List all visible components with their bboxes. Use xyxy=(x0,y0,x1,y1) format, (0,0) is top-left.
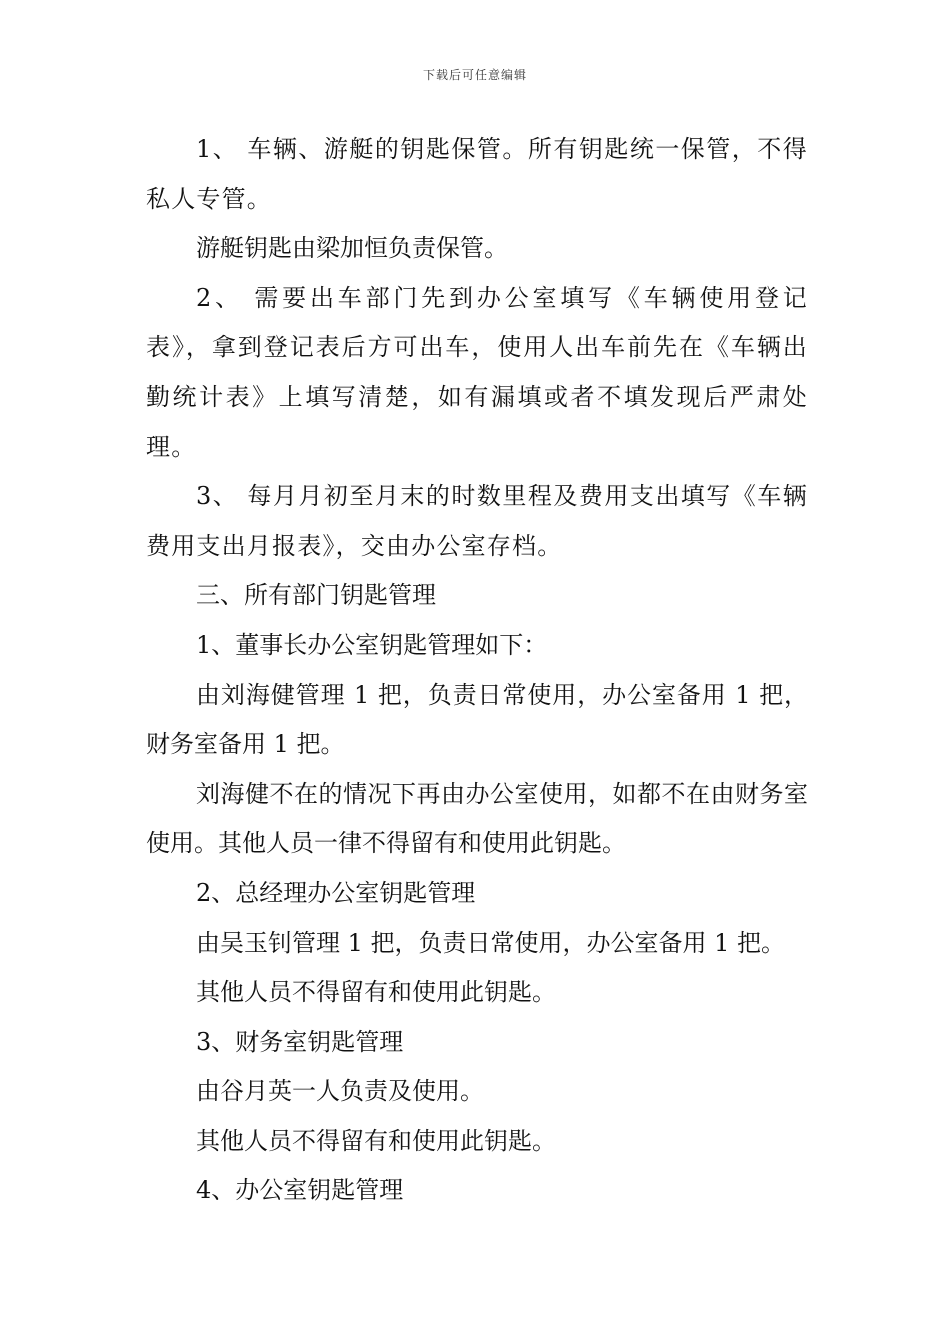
section-heading-department-keys: 三、所有部门钥匙管理 xyxy=(196,581,436,610)
paragraph-key-storage: 1、 车辆、游艇的钥匙保管。所有钥匙统一保管，不得私人专管。 xyxy=(146,135,808,213)
paragraph-gm-office-keys: 由吴玉钊管理 1 把，负责日常使用，办公室备用 1 把。 xyxy=(196,928,786,957)
paragraph-finance-rules: 其他人员不得留有和使用此钥匙。 xyxy=(196,1126,556,1155)
page-header-note: 下载后可任意编辑 xyxy=(422,68,527,82)
paragraph-gm-office-heading: 2、总经理办公室钥匙管理 xyxy=(196,878,476,907)
paragraph-vehicle-registration: 2、 需要出车部门先到办公室填写《车辆使用登记表》，拿到登记表后方可出车，使用人出车前先在《车辆出勤统计表》上填写清楚，如有漏填或者不填发现后严肃处理。 xyxy=(146,283,808,461)
document-body xyxy=(146,125,808,1216)
paragraph-chairman-office-keys: 由刘海健管理 1 把，负责日常使用，办公室备用 1 把，财务室备用 1 把。 xyxy=(146,680,808,759)
paragraph-chairman-office-rules: 刘海健不在的情况下再由办公室使用，如都不在由财务室使用。其他人员一律不得留有和使用此钥匙。 xyxy=(146,779,808,858)
paragraph-chairman-office-heading: 1、董事长办公室钥匙管理如下： xyxy=(196,630,548,659)
paragraph-finance-heading: 3、财务室钥匙管理 xyxy=(196,1027,404,1056)
paragraph-finance-keys: 由谷月英一人负责及使用。 xyxy=(196,1077,484,1106)
paragraph-yacht-key: 游艇钥匙由梁加恒负责保管。 xyxy=(196,234,508,263)
paragraph-office-heading: 4、办公室钥匙管理 xyxy=(196,1176,404,1205)
paragraph-monthly-report: 3、 每月月初至月末的时数里程及费用支出填写《车辆费用支出月报表》，交由办公室存档。 xyxy=(146,482,808,560)
paragraph-gm-office-rules: 其他人员不得留有和使用此钥匙。 xyxy=(196,978,556,1007)
